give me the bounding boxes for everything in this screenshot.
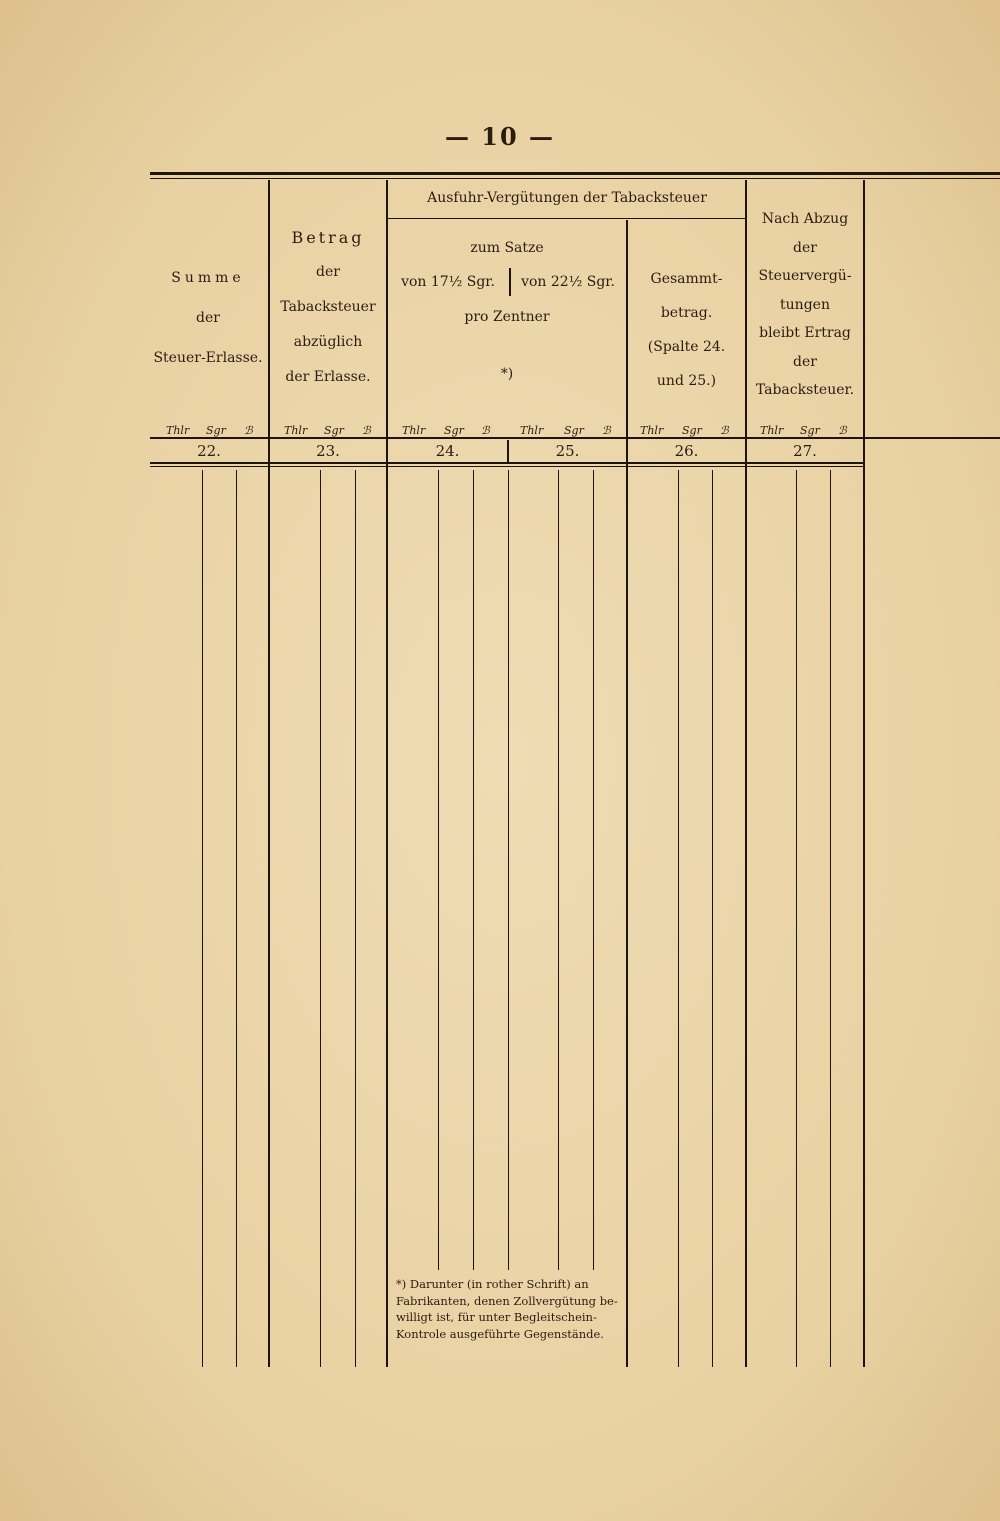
unit-pf: ℬ (481, 424, 490, 437)
header-col23-line4: abzüglich (293, 334, 363, 350)
header-col26-line3: (Spalte 24. (647, 339, 726, 355)
subline (355, 470, 356, 1367)
pro-zentner-label: pro Zentner (464, 309, 550, 325)
header-col23-line3: Tabacksteuer (280, 299, 376, 315)
unit-pf: ℬ (720, 424, 729, 437)
header-col23-line2: der (316, 264, 340, 280)
header-pro-zentner (388, 309, 626, 325)
unit-sgr: Sgr (444, 424, 464, 437)
export-group-title: Ausfuhr-Vergütungen der Tabacksteuer (427, 190, 707, 206)
column-number-22: 22. (197, 442, 221, 460)
unit-thlr: Thlr (640, 424, 664, 437)
column-number-24: 24. (435, 442, 460, 460)
footnote (396, 1276, 626, 1343)
column-number-27: 27. (793, 442, 817, 460)
header-col27-line1: Nach Abzug (761, 211, 849, 227)
unit-pf: ℬ (244, 424, 253, 437)
unit-pf: ℬ (602, 424, 611, 437)
unit-thlr: Thlr (284, 424, 308, 437)
header-col23-line5: der Erlasse. (285, 369, 371, 385)
column-number-25: 25. (555, 442, 580, 460)
footnote-line: *) Darunter (in rother Schrift) an (396, 1277, 589, 1291)
unit-pf: ℬ (838, 424, 847, 437)
column-number-23: 23. (316, 442, 340, 460)
divider-27-end (863, 180, 865, 1367)
footnote-line: Kontrole ausgeführte Gegenstände. (396, 1327, 604, 1342)
header-col27-line7: Tabacksteuer. (755, 382, 855, 398)
top-rule (150, 172, 1000, 175)
subline (678, 470, 679, 1367)
header-col23-line1: Betrag (291, 228, 365, 247)
header-col27 (747, 205, 863, 405)
subline (830, 470, 831, 1367)
header-rate-b (510, 274, 626, 290)
subline (796, 470, 797, 1367)
subline (558, 470, 559, 1270)
colnum-rule-thin (150, 466, 865, 467)
rate-a-label: von 17½ Sgr. (401, 274, 495, 290)
header-col26-line4: und 25.) (656, 373, 717, 389)
subline (473, 470, 474, 1270)
header-col27-line3: Steuervergü- (758, 268, 852, 284)
header-col27-line4: tungen (780, 296, 830, 313)
unit-sgr: Sgr (682, 424, 702, 437)
header-col23 (270, 220, 386, 395)
unit-sgr: Sgr (564, 424, 584, 437)
unit-thlr: Thlr (760, 424, 784, 437)
divider-23-24 (386, 180, 388, 1367)
header-col26 (628, 262, 745, 398)
unit-pf: ℬ (362, 424, 371, 437)
rate-b-label: von 22½ Sgr. (521, 274, 615, 290)
zum-satze-label: zum Satze (470, 240, 544, 256)
subline (508, 470, 509, 1270)
subline (236, 470, 237, 1367)
header-rate-a (388, 274, 508, 290)
subline (438, 470, 439, 1270)
page-number: — 10 — (444, 122, 556, 151)
unit-sgr: Sgr (324, 424, 344, 437)
subline (202, 470, 203, 1367)
subline (593, 470, 594, 1270)
header-col27-line6: der (793, 353, 817, 370)
unit-thlr: Thlr (166, 424, 190, 437)
header-rule (150, 437, 1000, 439)
header-col22 (148, 258, 268, 378)
group-rule (388, 218, 746, 219)
header-col22-line2: der (196, 310, 220, 326)
header-col26-line2: betrag. (660, 305, 713, 321)
header-col27-line5: bleibt Ertrag (759, 325, 851, 341)
column-number-26: 26. (674, 442, 699, 460)
header-col26-line1: Gesammt- (650, 271, 723, 287)
header-footnote-mark (388, 366, 626, 382)
unit-thlr: Thlr (520, 424, 544, 437)
unit-thlr: Thlr (402, 424, 426, 437)
header-col22-line3: Steuer-Erlasse. (153, 350, 263, 366)
header-col27-line2: der (793, 239, 817, 256)
footnote-line: willigt ist, für unter Begleitschein- (396, 1310, 597, 1325)
footnote-mark: *) (500, 366, 514, 382)
unit-sgr: Sgr (800, 424, 820, 437)
footnote-line: Fabrikanten, denen Zollvergütung be- (396, 1293, 618, 1308)
header-col22-line1: Summe (171, 270, 245, 286)
header-zum-satze (388, 240, 626, 256)
top-rule-thin (150, 178, 1000, 179)
unit-sgr: Sgr (206, 424, 226, 437)
header-export-group (388, 190, 746, 206)
subline (712, 470, 713, 1367)
subline (320, 470, 321, 1367)
